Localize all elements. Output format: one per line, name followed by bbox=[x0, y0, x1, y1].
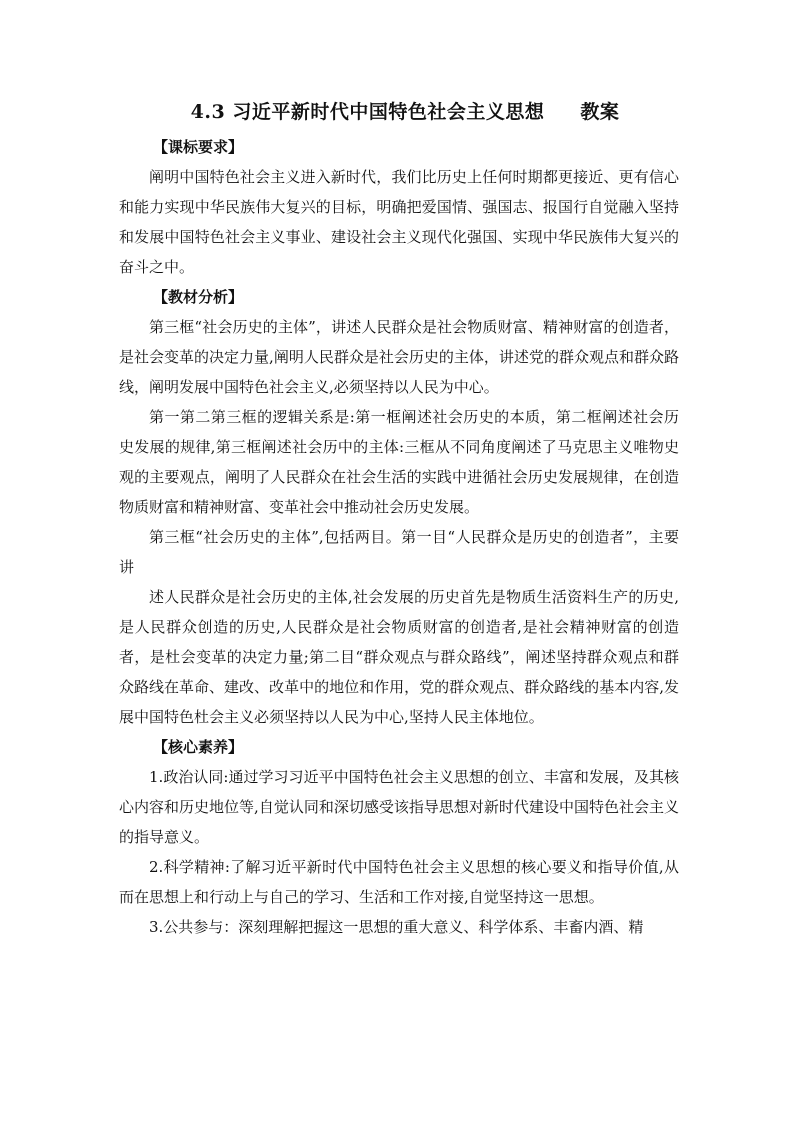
title-text: 4.3 习近平新时代中国特色社会主义思想 bbox=[190, 101, 545, 123]
section-heading: 【教材分析】 bbox=[153, 288, 244, 306]
paragraph: 第一第二第三框的逻辑关系是:第一框阐述社会历史的本质，第二框阐述社会历史发展的规律,第三框阐述社会历中的主体:三框从不同角度阐述了马克思主义唯物史观的主要观点，阐明了人民群众在社会生活的实践中进循社会历史发展规律，在创造物质财富和精神财富、变革社会中推动社会历史发展。 bbox=[119, 408, 679, 516]
paragraph: 3.公共参与：深刻理解把握这一思想的重大意义、科学体系、丰畜内酒、精 bbox=[149, 918, 644, 936]
title-suffix: 教案 bbox=[580, 101, 620, 123]
section-core-literacy bbox=[119, 732, 679, 942]
document-body bbox=[119, 96, 679, 942]
paragraph: 2.科学精神:了解习近平新时代中国特色社会主义思想的核心要义和指导价值,从而在思想上和行动上与自己的学习、生活和工作对接,自觉坚持这一思想。 bbox=[119, 858, 679, 906]
paragraph: 第三框“社会历史的主体”,包括两目。第一目“人民群众是历史的创造者”，主要讲 bbox=[119, 528, 679, 576]
section-heading: 【课标要求】 bbox=[153, 138, 244, 156]
document-title bbox=[119, 96, 679, 128]
paragraph: 阐明中国特色社会主义进入新时代，我们比历史上任何时期都更接近、更有信心和能力实现中华民族伟大复兴的目标，明确把爱国情、强国志、报国行自觉融入坚持和发展中国特色社会主义事业、建设社会主义现代化强国、实现中华民族伟大复兴的奋斗之中。 bbox=[119, 168, 679, 276]
section-textbook-analysis bbox=[119, 282, 679, 732]
paragraph: 述人民群众是社会历史的主体,社会发展的历史首先是物质生活资料生产的历史,是人民群众创造的历史,人民群众是社会物质财富的创造者,是社会精神财富的创造者，是杜会变革的决定力量;第二目“群众观点与群众路线”，阐述坚持群众观点和群众路线在革命、建改、改革中的地位和作用，党的群众观点、群众路线的基本内容,发展中国特色杜会主义必须坚持以人民为中心,坚持人民主体地位。 bbox=[119, 588, 679, 726]
section-curriculum-requirements bbox=[119, 132, 679, 282]
paragraph: 1.政治认同:通过学习习近平中国特色社会主义思想的创立、丰富和发展，及其核心内容和历史地位等,自觉认同和深切感受该指导思想对新时代建设中国特色社会主义的指导意义。 bbox=[119, 768, 679, 846]
section-heading: 【核心素养】 bbox=[153, 738, 244, 756]
paragraph: 第三框“社会历史的主体”，讲述人民群众是社会物质财富、精神财富的创造者，是社会变革的决定力量,阐明人民群众是社会历史的主体，讲述党的群众观点和群众路线，阐明发展中国特色社会主义,必须坚持以人民为中心。 bbox=[119, 318, 679, 396]
